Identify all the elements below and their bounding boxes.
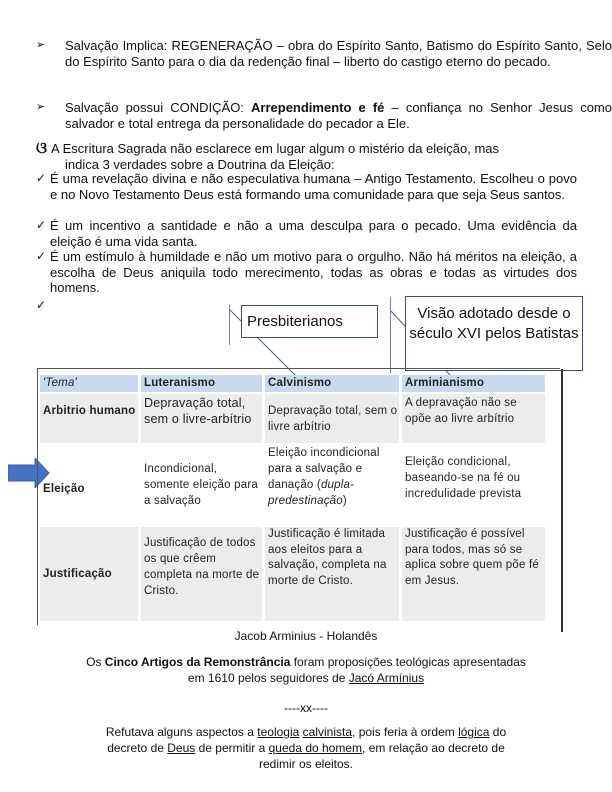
cell-calvinismo-eleicao: Eleição incondicional para a salvação e danação (dupla-predestinação)	[268, 447, 380, 507]
link-calvinista[interactable]: calvinista	[302, 725, 353, 739]
arrow-bullet-icon: ➢	[36, 101, 46, 113]
ornament-bullet-icon: ଓ	[36, 138, 46, 157]
link-deus[interactable]: Deus	[167, 741, 196, 755]
intro-line2: indica 3 verdades sobre a Doutrina da Eleição:	[65, 156, 335, 172]
callout-batistas: Visão adotado desde o século XVI pelos Batistas	[405, 296, 583, 371]
bold-phrase: Arrependimento e fé	[251, 100, 385, 115]
cell-luteranismo-arbitrio: Depravação total, sem o livre-arbítrio	[141, 394, 262, 443]
row-label-justificacao: Justificação	[40, 527, 138, 621]
cell-arminianismo-justificacao: Justificação é possível para todos, mas só se aplica sobre quem põe fé em Jesus.	[402, 527, 545, 621]
link-jaco-arminius[interactable]: Jacó Armínius	[348, 671, 425, 685]
link-logica[interactable]: lógica	[458, 725, 490, 739]
doctrine-comparison-table	[37, 368, 560, 625]
row-label-arbitrio: Arbitrio humano	[40, 394, 138, 443]
link-queda-do-homem[interactable]: queda do homem	[268, 741, 363, 755]
header-calvinismo: Calvinismo	[265, 375, 399, 392]
check-item-2: ✓ É um incentivo a santidade e não a uma desculpa para o pecado. Uma evidência da eleição é uma vida santa.	[36, 218, 577, 249]
cell-arminianismo-eleicao: Eleição condicional, baseando-se na fé ou incredulidade prevista	[405, 456, 522, 500]
link-teologia[interactable]: teologia	[257, 725, 300, 739]
callout-presbiterianos: Presbiterianos	[241, 305, 378, 338]
header-arminianismo: Arminianismo	[402, 375, 545, 392]
check-item-1: ✓ É uma revelação divina e não especulativa humana – Antigo Testamento. Escolheu o povo e no Novo Testamento Deus está formando uma comunidade para que seja Seus santos.	[36, 171, 577, 202]
bullet-text: Salvação possui CONDIÇÃO: Arrependimento e fé – confiança no Senhor Jesus como salvador e total entrega da personalidade do pecador a Ele.	[65, 100, 612, 131]
cell-arminianismo-arbitrio: A depravação não se opõe ao livre arbítrio	[402, 394, 545, 443]
caption-arminius: Jacob Arminius - Holandês	[234, 629, 378, 643]
table-border	[561, 369, 563, 632]
checkmark-icon: ✓	[36, 249, 47, 263]
remonstrance-paragraph: Os Cinco Artigos da Remonstrância foram proposições teológicas apresentadas em 1610 pelos seguidores de Jacó Armínius	[86, 655, 526, 685]
intro-line1: A Escritura Sagrada não esclarece em lugar algum o mistério da eleição, mas	[51, 141, 500, 156]
bullet-text: Salvação Implica: REGENERAÇÃO – obra do Espírito Santo, Batismo do Espírito Santo, Selo do Espírito Santo para o dia da redenção final – liberto do castigo eterno do pecado.	[65, 38, 612, 69]
cell-luteranismo-justificacao: Justificação de todos os que crêem completa na morte de Cristo.	[141, 527, 262, 621]
refutation-paragraph: Refutava alguns aspectos a teologia calvinista, pois feria à ordem lógica do decreto de Deus de permitir a queda do homem, em relação ao decreto de redimir os eleitos.	[105, 725, 507, 771]
cell-calvinismo-justificacao: Justificação é limitada aos eleitos para a salvação, completa na morte de Cristo.	[265, 527, 399, 621]
header-tema: 'Tema'	[40, 375, 138, 392]
checkmark-icon: ✓	[36, 298, 47, 312]
arrow-bullet-icon: ➢	[36, 39, 46, 51]
check-item-3: ✓ É um estímulo à humildade e não um motivo para o orgulho. Não há méritos na eleição, a escolha de Deus aniquila todo merecimento, todas as obras e todas as virtudes dos homens.	[36, 249, 577, 295]
header-luteranismo: Luteranismo	[141, 375, 262, 392]
checkmark-icon: ✓	[36, 218, 47, 232]
separator: ----xx----	[284, 701, 328, 715]
row-label-eleicao: Eleição	[43, 483, 85, 495]
cell-calvinismo-arbitrio: Depravação total, sem o livre arbítrio	[265, 394, 399, 443]
checkmark-icon: ✓	[36, 171, 47, 185]
cell-luteranismo-eleicao: Incondicional, somente eleição para a salvação	[144, 463, 258, 507]
